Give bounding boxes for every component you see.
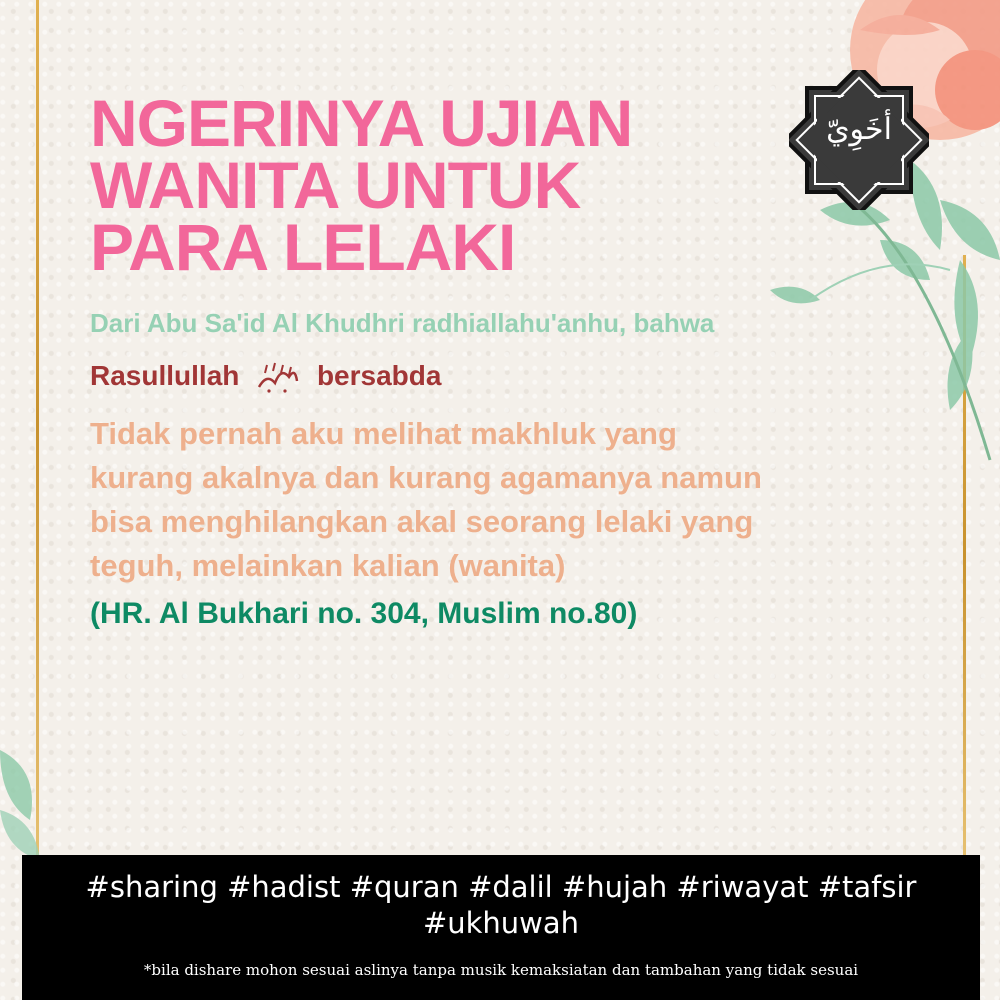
- rasul-verb: bersabda: [316, 360, 442, 391]
- hadith-line: kurang akalnya dan kurang agamanya namun: [90, 460, 762, 495]
- hadith-text: [90, 412, 890, 588]
- footer-bar: [22, 855, 980, 1000]
- title-line: NGERINYA UJIAN: [90, 86, 633, 160]
- gold-border-left: [36, 0, 39, 855]
- intro-text: Dari Abu Sa'id Al Khudhri radhiallahu'anhu, bahwa: [90, 308, 715, 338]
- rasul-line: [90, 360, 441, 395]
- page-title: [90, 86, 633, 284]
- title-line: WANITA UNTUK: [90, 148, 581, 222]
- hadith-line: teguh, melainkan kalian (wanita): [90, 548, 566, 583]
- share-note: *bila dishare mohon sesuai aslinya tanpa musik kemaksiatan dan tambahan yang tidak sesuai: [143, 961, 859, 979]
- hadith-source: (HR. Al Bukhari no. 304, Muslim no.80): [90, 597, 638, 630]
- hadith-line: Tidak pernah aku melihat makhluk yang: [90, 416, 677, 451]
- hashtags-line: #ukhuwah: [422, 906, 580, 940]
- hadith-line: bisa menghilangkan akal seorang lelaki yang: [90, 504, 754, 539]
- badge-arabic-text: أخَوِيّ: [826, 112, 892, 147]
- hashtags-line: #sharing #hadist #quran #dalil #hujah #riwayat #tafsir: [85, 870, 917, 904]
- title-line: PARA LELAKI: [90, 210, 516, 284]
- rasul-name: Rasullullah: [90, 360, 240, 391]
- salawat-calligraphy-icon: [255, 361, 301, 395]
- leaf-branch-icon: [0, 730, 60, 870]
- hashtags: [22, 869, 980, 941]
